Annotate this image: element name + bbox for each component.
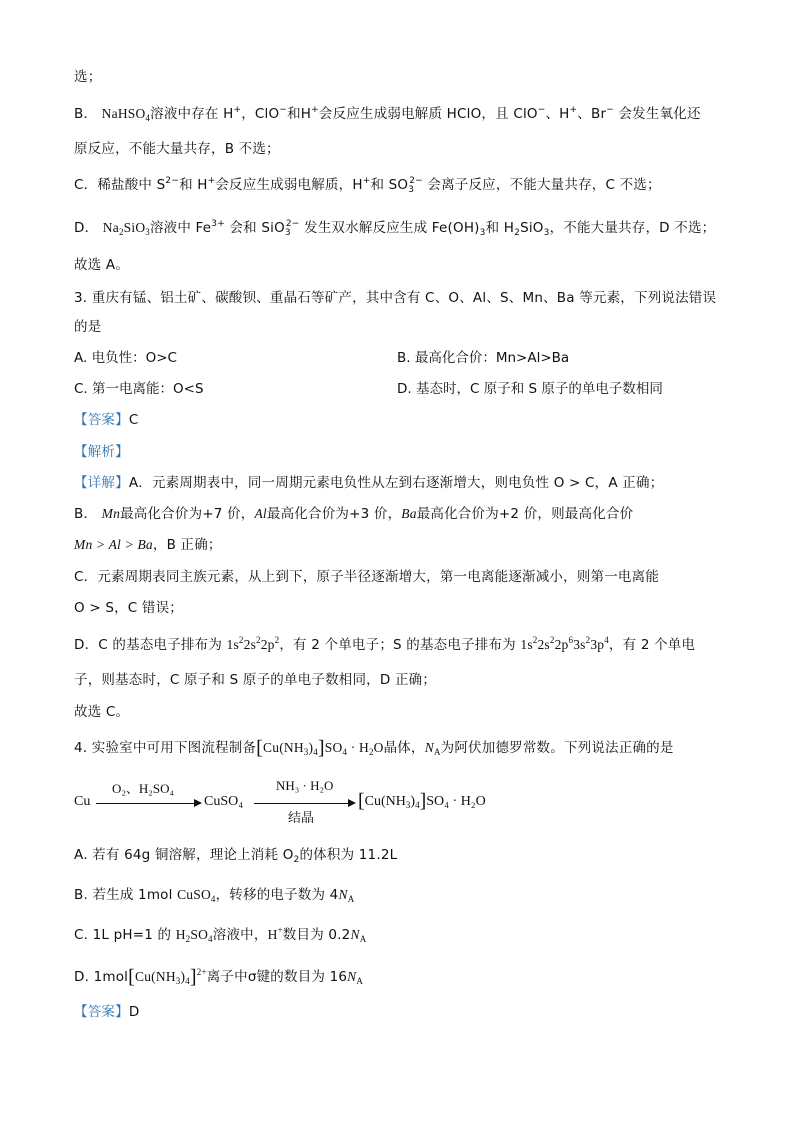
answer-tag: 【答案】	[74, 1004, 129, 1020]
condition-crystallize: 结晶	[288, 811, 315, 826]
arrow-2-head	[348, 799, 356, 807]
text-line: 选；	[74, 69, 102, 85]
answer-3: 【答案】C	[74, 412, 139, 428]
reagent-1: O₂、H₂SO₄	[112, 781, 174, 796]
analysis-heading: 【解析】	[74, 444, 129, 460]
detail-b-cont: Mn > Al > Ba，B 正确；	[74, 537, 222, 553]
detail-a: 【详解】A．元素周期表中，同一周期元素电负性从左到右逐渐增大，则电负性 O > C，A 正确；	[74, 475, 664, 491]
detail-b: B． Mn最高化合价为+7 价，Al最高化合价为+3 价，Ba最高化合价为+2 价，则最高化合价	[74, 506, 634, 522]
reaction-scheme	[74, 778, 594, 824]
question-3-stem: 3. 重庆有锰、铝土矿、碳酸钡、重晶石等矿产，其中含有 C、O、Al、S、Mn、Ba 等元素，下列说法错误	[74, 290, 717, 306]
question-4-option-d: D. $1mol[Cu(NH_3)_4]^{2+}$离子中σ键的数目为 $16N_A$	[74, 966, 364, 988]
question-3-option-d: D. 基态时，C 原子和 S 原子的单电子数相同	[397, 381, 663, 397]
answer-tag: 【答案】	[74, 412, 129, 428]
intermediate-cuso4: CuSO₄	[204, 794, 244, 809]
detail-c-cont: O > S，C 错误；	[74, 600, 184, 616]
option-b-explanation: B． NaHSO$_4$溶液中存在 H+，ClO−和H+会反应生成弱电解质 HClO，且 ClO−、H+、Br− 会发生氧化还	[74, 105, 701, 123]
text-line: 原反应，不能大量共存，B 不选；	[74, 141, 280, 157]
question-4-option-b: B. 若生成 1mol CuSO$_4$，转移的电子数为 $4N_A$	[74, 887, 355, 904]
question-4-option-c: C. 1L pH=1 的 $H_2SO_4$溶液中，H+数目为 $0.2N_A$	[74, 925, 367, 944]
answer-4: 【答案】D	[74, 1004, 140, 1020]
text-line: 故选 C。	[74, 704, 130, 720]
product: $[Cu(NH_3)_4]SO_4 \cdot H_2O$	[358, 790, 486, 812]
question-3-option-b: B. 最高化合价：Mn>Al>Ba	[397, 350, 570, 366]
question-3-option-a: A. 电负性：O>C	[74, 350, 177, 366]
detail-tag: 【详解】	[74, 475, 129, 491]
detail-d: D．C 的基态电子排布为 $1s^22s^22p^2$，有 2 个单电子；S 的基态电子排布为 $1s^22s^22p^63s^23p^4$，有 2 个单电	[74, 635, 696, 653]
question-4-option-a: A. 若有 64g 铜溶解，理论上消耗 $O_2$的体积为 11.2L	[74, 847, 398, 865]
detail-c: C．元素周期表同主族元素，从上到下，原子半径逐渐增大，第一电离能逐渐减小，则第一电离能	[74, 569, 660, 585]
question-3-stem-cont: 的是	[74, 319, 102, 335]
arrow-1-head	[194, 799, 202, 807]
option-c-explanation: C．稀盐酸中 $S^{2-}$和 H+会反应生成弱电解质，H+和 $SO_3^{2-}$ 会离子反应，不能大量共存，C 不选；	[74, 176, 661, 195]
question-4-stem: 4. 实验室中可用下图流程制备$[Cu(NH_3)_4]SO_4 \cdot H_2O$晶体，$N_A$为阿伏加德罗常数。下列说法正确的是	[74, 737, 674, 759]
question-3-option-c: C. 第一电离能：O<S	[74, 381, 204, 397]
arrow-2	[254, 803, 350, 804]
option-d-explanation: D． $Na_2SiO_3$溶液中 $Fe^{3+}$ 会和 SiO$_3^{2-}$ 发生双水解反应生成 $Fe(OH)_3$和 $H_2SiO_3$，不能大量共存，D 不选；	[74, 219, 716, 238]
detail-d-cont: 子，则基态时，C 原子和 S 原子的单电子数相同，D 正确；	[74, 672, 437, 688]
arrow-1	[96, 803, 196, 804]
reactant-cu: Cu	[74, 794, 91, 809]
reagent-2: NH₃ · H₂O	[276, 778, 334, 793]
text-line: 故选 A。	[74, 257, 130, 273]
